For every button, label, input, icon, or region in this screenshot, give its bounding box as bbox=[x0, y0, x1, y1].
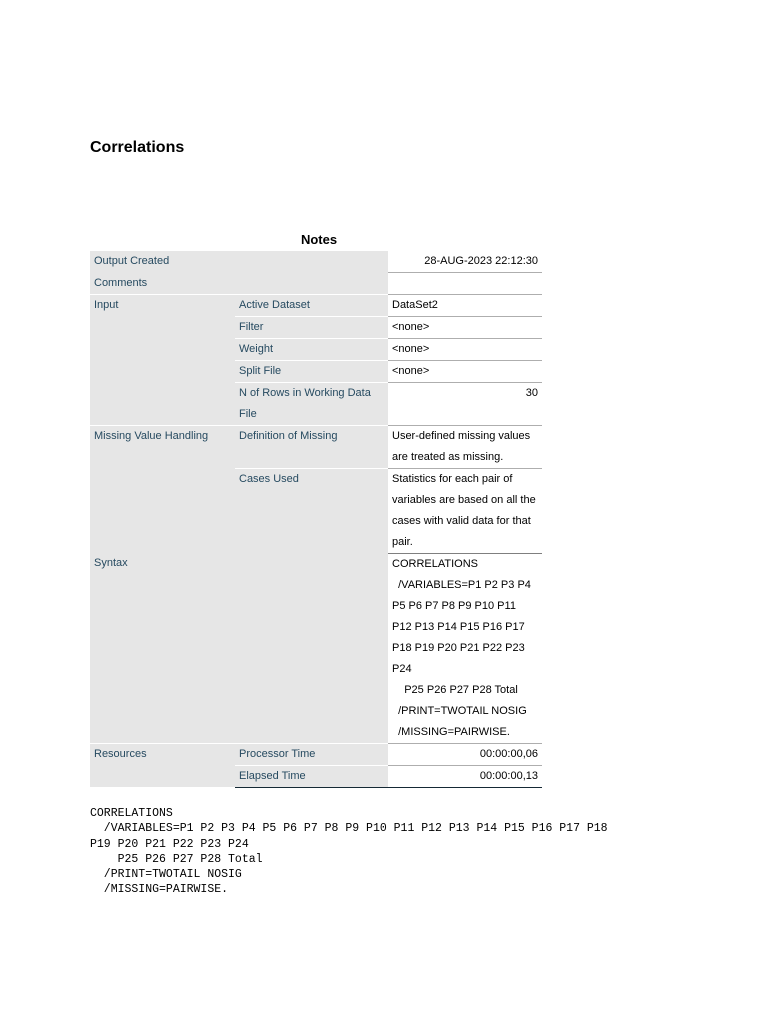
active-dataset-value: DataSet2 bbox=[388, 294, 542, 316]
syntax-log-line: P19 P20 P21 P22 P23 P24 bbox=[90, 837, 249, 851]
cases-used-value: Statistics for each pair of variables are based on all the cases with valid data for that pair. bbox=[388, 468, 542, 553]
split-file-value: <none> bbox=[388, 360, 542, 382]
n-rows-label: N of Rows in Working Data File bbox=[235, 382, 388, 425]
output-created-value: 28-AUG-2023 22:12:30 bbox=[388, 251, 542, 273]
weight-value: <none> bbox=[388, 338, 542, 360]
input-label: Input bbox=[90, 294, 235, 425]
active-dataset-label: Active Dataset bbox=[235, 294, 388, 316]
split-file-label: Split File bbox=[235, 360, 388, 382]
page-title: Correlations bbox=[90, 139, 185, 156]
comments-value bbox=[388, 273, 542, 295]
syntax-value bbox=[388, 553, 542, 743]
syntax-log bbox=[90, 806, 608, 898]
syntax-line: /VARIABLES=P1 P2 P3 P4 bbox=[392, 578, 531, 591]
syntax-line: P18 P19 P20 P21 P22 P23 bbox=[392, 641, 525, 654]
syntax-label: Syntax bbox=[90, 553, 388, 743]
table-row bbox=[90, 251, 542, 273]
syntax-line: /MISSING=PAIRWISE. bbox=[392, 725, 510, 738]
notes-table-title: Notes bbox=[300, 232, 338, 247]
weight-label: Weight bbox=[235, 338, 388, 360]
table-row bbox=[90, 273, 542, 295]
comments-label: Comments bbox=[90, 273, 388, 295]
syntax-line: P5 P6 P7 P8 P9 P10 P11 bbox=[392, 599, 516, 612]
syntax-line: /PRINT=TWOTAIL NOSIG bbox=[392, 704, 527, 717]
processor-time-value: 00:00:00,06 bbox=[388, 743, 542, 765]
resources-label: Resources bbox=[90, 743, 235, 787]
table-row bbox=[90, 743, 542, 765]
syntax-log-line: /PRINT=TWOTAIL NOSIG bbox=[90, 868, 242, 882]
n-rows-value: 30 bbox=[388, 382, 542, 425]
syntax-line: CORRELATIONS bbox=[392, 557, 478, 570]
elapsed-time-label: Elapsed Time bbox=[235, 765, 388, 787]
syntax-log-line: /VARIABLES=P1 P2 P3 P4 P5 P6 P7 P8 P9 P10 P11 P12 P13 P14 P15 P16 P17 P18 bbox=[90, 822, 608, 836]
output-created-label: Output Created bbox=[90, 251, 388, 273]
missing-value-handling-label: Missing Value Handling bbox=[90, 425, 235, 553]
syntax-log-line: P25 P26 P27 P28 Total bbox=[90, 852, 263, 866]
syntax-log-line: CORRELATIONS bbox=[90, 807, 173, 820]
filter-value: <none> bbox=[388, 316, 542, 338]
syntax-log-line: /MISSING=PAIRWISE. bbox=[90, 883, 229, 897]
table-row bbox=[90, 553, 542, 743]
processor-time-label: Processor Time bbox=[235, 743, 388, 765]
syntax-line: P25 P26 P27 P28 Total bbox=[392, 683, 518, 696]
cases-used-label: Cases Used bbox=[235, 468, 388, 553]
table-row bbox=[90, 294, 542, 316]
filter-label: Filter bbox=[235, 316, 388, 338]
definition-of-missing-value: User-defined missing values are treated as missing. bbox=[388, 425, 542, 468]
definition-of-missing-label: Definition of Missing bbox=[235, 425, 388, 468]
notes-table bbox=[90, 251, 542, 788]
elapsed-time-value: 00:00:00,13 bbox=[388, 765, 542, 787]
table-row bbox=[90, 425, 542, 468]
syntax-line: P24 bbox=[392, 662, 412, 675]
syntax-line: P12 P13 P14 P15 P16 P17 bbox=[392, 620, 525, 633]
